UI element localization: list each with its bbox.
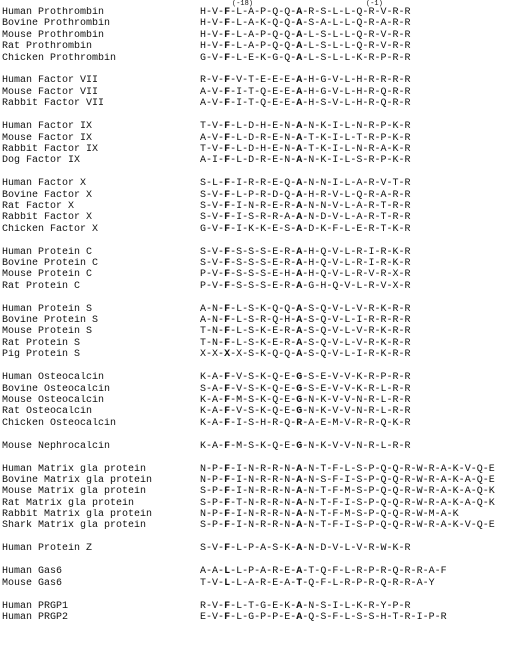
propeptide-sequence: E-V-F-L-G-P-P-E-A-Q-S-F-L-S-S-H-T-R-I-P-R <box>200 611 447 623</box>
protein-group <box>2 121 518 167</box>
protein-name: Rat Matrix gla protein <box>2 497 135 509</box>
alignment-row <box>2 178 518 189</box>
propeptide-sequence: X-X-X-X-S-K-Q-Q-A-S-Q-V-L-I-R-K-R-R <box>200 349 411 361</box>
protein-name: Chicken Osteocalcin <box>2 417 117 429</box>
protein-name: Rat Protein S <box>2 337 81 349</box>
alignment-row <box>2 212 518 223</box>
alignment-row <box>2 509 518 520</box>
protein-name: Chicken Factor X <box>2 223 99 235</box>
propeptide-sequence: K-A-F-I-S-H-R-Q-R-A-E-M-V-R-R-Q-K-R <box>200 417 411 429</box>
protein-name: Mouse Prothrombin <box>2 29 105 41</box>
protein-name: Human Matrix gla protein <box>2 463 147 475</box>
propeptide-sequence: R-V-F-L-T-G-E-K-A-N-S-I-L-K-R-Y-P-R <box>200 600 411 612</box>
alignment-row <box>2 566 518 577</box>
propeptide-sequence: A-I-F-L-D-R-E-N-A-N-K-I-L-S-R-P-K-R <box>200 155 411 167</box>
propeptide-sequence: S-V-F-I-N-R-E-R-A-N-N-V-L-A-R-T-R-R <box>200 200 411 212</box>
protein-name: Bovine Matrix gla protein <box>2 474 153 486</box>
protein-name: Chicken Prothrombin <box>2 52 117 64</box>
propeptide-sequence: P-V-F-S-S-S-E-H-A-H-Q-V-L-R-V-R-X-R <box>200 269 411 281</box>
alignment-row <box>2 578 518 589</box>
protein-group <box>2 543 518 554</box>
propeptide-sequence: T-N-F-L-S-K-E-R-A-S-Q-V-L-V-R-K-R-R <box>200 337 411 349</box>
propeptide-sequence: S-V-F-S-S-S-E-R-A-H-Q-V-L-R-I-R-K-R <box>200 246 411 258</box>
alignment-row <box>2 338 518 349</box>
protein-group <box>2 441 518 452</box>
alignment-row <box>2 612 518 623</box>
propeptide-sequence: A-V-F-I-T-Q-E-E-A-H-S-V-L-H-R-Q-R-R <box>200 98 411 110</box>
alignment-row <box>2 601 518 612</box>
protein-name: Human Protein C <box>2 246 93 258</box>
propeptide-sequence: N-P-F-I-N-R-R-N-A-N-T-F-M-S-P-Q-Q-R-W-M-A-K <box>200 509 459 521</box>
protein-name: Mouse Factor VII <box>2 86 99 98</box>
alignment-row <box>2 395 518 406</box>
alignment-row <box>2 384 518 395</box>
position-label-end: (-1) <box>366 0 383 8</box>
protein-name: Mouse Protein C <box>2 269 93 281</box>
protein-name: Human Factor X <box>2 178 87 190</box>
alignment-row <box>2 133 518 144</box>
protein-name: Mouse Osteocalcin <box>2 394 105 406</box>
protein-name: Human Prothrombin <box>2 7 105 18</box>
propeptide-sequence: T-V-F-L-D-H-E-N-A-T-K-I-L-N-R-A-K-R <box>200 143 411 155</box>
protein-name: Dog Factor IX <box>2 155 81 167</box>
alignment-row <box>2 372 518 383</box>
protein-name: Human Osteocalcin <box>2 372 105 384</box>
protein-name: Bovine Protein S <box>2 315 99 327</box>
propeptide-sequence: R-V-F-V-T-E-E-E-A-H-G-V-L-H-R-R-R-R <box>200 75 411 87</box>
sequence-alignment <box>2 7 518 635</box>
alignment-row <box>2 18 518 29</box>
alignment-row <box>2 258 518 269</box>
protein-name: Rabbit Factor IX <box>2 143 99 155</box>
alignment-row <box>2 486 518 497</box>
protein-name: Human Factor IX <box>2 121 93 133</box>
protein-name: Human Protein Z <box>2 543 93 555</box>
propeptide-sequence: S-A-F-V-S-K-Q-E-G-S-E-V-V-K-R-L-R-R <box>200 383 411 395</box>
protein-group <box>2 247 518 293</box>
alignment-row <box>2 201 518 212</box>
protein-name: Bovine Factor X <box>2 189 93 201</box>
alignment-row <box>2 155 518 166</box>
protein-group <box>2 372 518 429</box>
propeptide-sequence: T-N-F-L-S-K-E-R-A-S-Q-V-L-V-R-K-R-R <box>200 326 411 338</box>
alignment-row <box>2 441 518 452</box>
alignment-row <box>2 464 518 475</box>
propeptide-sequence: S-P-F-I-N-R-R-N-A-N-T-F-M-S-P-Q-Q-R-W-R-A-K-A-Q-K <box>200 486 495 498</box>
protein-name: Bovine Osteocalcin <box>2 383 111 395</box>
alignment-row <box>2 269 518 280</box>
protein-name: Human PRGP2 <box>2 611 69 623</box>
alignment-row <box>2 98 518 109</box>
position-label-start: (-18) <box>232 0 254 8</box>
alignment-row <box>2 520 518 531</box>
alignment-row <box>2 121 518 132</box>
protein-name: Rat Factor X <box>2 200 75 212</box>
protein-group <box>2 304 518 361</box>
propeptide-sequence: H-V-F-L-A-P-Q-Q-A-L-S-L-L-Q-R-V-R-R <box>200 41 411 53</box>
protein-group <box>2 566 518 589</box>
protein-name: Mouse Protein S <box>2 326 93 338</box>
alignment-row <box>2 41 518 52</box>
alignment-row <box>2 326 518 337</box>
propeptide-sequence: N-P-F-I-N-R-R-N-A-N-T-F-L-S-P-Q-Q-R-W-R-A-K-V-Q-E <box>200 463 495 475</box>
propeptide-sequence: A-A-L-L-P-A-R-E-A-T-Q-F-L-R-P-R-Q-R-R-A-F <box>200 566 447 578</box>
propeptide-sequence: H-V-F-L-A-K-Q-Q-A-S-A-L-L-Q-R-A-R-R <box>200 18 411 30</box>
alignment-row <box>2 475 518 486</box>
propeptide-sequence: N-P-F-I-N-R-R-N-A-N-S-F-I-S-P-Q-Q-R-W-R-A-K-A-Q-E <box>200 474 495 486</box>
alignment-row <box>2 349 518 360</box>
propeptide-sequence: S-V-F-L-P-A-S-K-A-N-D-V-L-V-R-W-K-R <box>200 543 411 555</box>
protein-name: Bovine Protein C <box>2 258 99 270</box>
propeptide-sequence: A-V-F-L-D-R-E-N-A-T-K-I-L-T-R-P-K-R <box>200 132 411 144</box>
propeptide-sequence: T-V-L-L-A-R-E-A-T-Q-F-L-R-P-R-Q-R-R-A-Y <box>200 577 435 589</box>
alignment-row <box>2 224 518 235</box>
protein-name: Rat Prothrombin <box>2 41 93 53</box>
propeptide-sequence: A-N-F-L-S-K-Q-Q-A-S-Q-V-L-V-R-K-R-R <box>200 303 411 315</box>
protein-name: Rabbit Matrix gla protein <box>2 509 153 521</box>
propeptide-sequence: G-V-F-I-K-K-E-S-A-D-K-F-L-E-R-T-K-R <box>200 223 411 235</box>
protein-group <box>2 75 518 109</box>
alignment-row <box>2 30 518 41</box>
protein-group <box>2 178 518 235</box>
protein-name: Mouse Matrix gla protein <box>2 486 147 498</box>
protein-name: Rabbit Factor VII <box>2 98 105 110</box>
alignment-row <box>2 75 518 86</box>
propeptide-sequence: K-A-F-M-S-K-Q-E-G-N-K-V-V-N-R-L-R-R <box>200 394 411 406</box>
alignment-row <box>2 543 518 554</box>
protein-group <box>2 601 518 624</box>
alignment-row <box>2 304 518 315</box>
protein-name: Mouse Factor IX <box>2 132 93 144</box>
alignment-row <box>2 190 518 201</box>
protein-name: Human PRGP1 <box>2 600 69 612</box>
alignment-row <box>2 144 518 155</box>
propeptide-sequence: K-A-F-V-S-K-Q-E-G-N-K-V-V-N-R-L-R-R <box>200 406 411 418</box>
propeptide-sequence: A-V-F-I-T-Q-E-E-A-H-G-V-L-H-R-Q-R-R <box>200 86 411 98</box>
propeptide-sequence: K-A-F-M-S-K-Q-E-G-N-K-V-V-N-R-L-R-R <box>200 440 411 452</box>
propeptide-sequence: G-V-F-L-E-K-G-Q-A-L-S-L-L-K-R-P-R-R <box>200 52 411 64</box>
alignment-row <box>2 7 518 18</box>
alignment-row <box>2 498 518 509</box>
propeptide-sequence: S-P-F-I-N-R-R-N-A-N-T-F-I-S-P-Q-Q-R-W-R-A-K-V-Q-E <box>200 520 495 532</box>
protein-name: Rat Protein C <box>2 280 81 292</box>
propeptide-sequence: P-V-F-S-S-S-E-R-A-G-H-Q-V-L-R-V-X-R <box>200 280 411 292</box>
protein-group <box>2 464 518 532</box>
protein-name: Human Gas6 <box>2 566 63 578</box>
alignment-row <box>2 247 518 258</box>
protein-name: Shark Matrix gla protein <box>2 520 147 532</box>
protein-name: Human Factor VII <box>2 75 99 87</box>
alignment-row <box>2 418 518 429</box>
protein-name: Pig Protein S <box>2 349 81 361</box>
protein-name: Human Protein S <box>2 303 93 315</box>
protein-name: Bovine Prothrombin <box>2 18 111 30</box>
propeptide-sequence: T-V-F-L-D-H-E-N-A-N-K-I-L-N-R-P-K-R <box>200 121 411 133</box>
propeptide-sequence: H-V-F-L-A-P-Q-Q-A-R-S-L-L-Q-R-V-R-R <box>200 7 411 18</box>
propeptide-sequence: K-A-F-V-S-K-Q-E-G-S-E-V-V-K-R-P-R-R <box>200 372 411 384</box>
alignment-row <box>2 406 518 417</box>
alignment-row <box>2 315 518 326</box>
alignment-row <box>2 281 518 292</box>
propeptide-sequence: S-L-F-I-R-R-E-Q-A-N-N-I-L-A-R-V-T-R <box>200 178 411 190</box>
protein-name: Rabbit Factor X <box>2 212 93 224</box>
protein-name: Mouse Nephrocalcin <box>2 440 111 452</box>
propeptide-sequence: S-V-F-S-S-S-E-R-A-H-Q-V-L-R-I-R-K-R <box>200 258 411 270</box>
protein-name: Mouse Gas6 <box>2 577 63 589</box>
protein-name: Rat Osteocalcin <box>2 406 93 418</box>
protein-group <box>2 7 518 64</box>
alignment-row <box>2 87 518 98</box>
propeptide-sequence: S-V-F-I-S-R-R-A-A-N-D-V-L-A-R-T-R-R <box>200 212 411 224</box>
propeptide-sequence: H-V-F-L-A-P-Q-Q-A-L-S-L-L-Q-R-V-R-R <box>200 29 411 41</box>
propeptide-sequence: A-N-F-L-S-R-Q-H-A-S-Q-V-L-I-R-R-R-R <box>200 315 411 327</box>
alignment-row <box>2 53 518 64</box>
propeptide-sequence: S-P-F-T-N-R-R-N-A-N-T-F-I-S-P-Q-Q-R-W-R-A-K-A-Q-K <box>200 497 495 509</box>
propeptide-sequence: S-V-F-L-P-R-D-Q-A-H-R-V-L-Q-R-A-R-R <box>200 189 411 201</box>
